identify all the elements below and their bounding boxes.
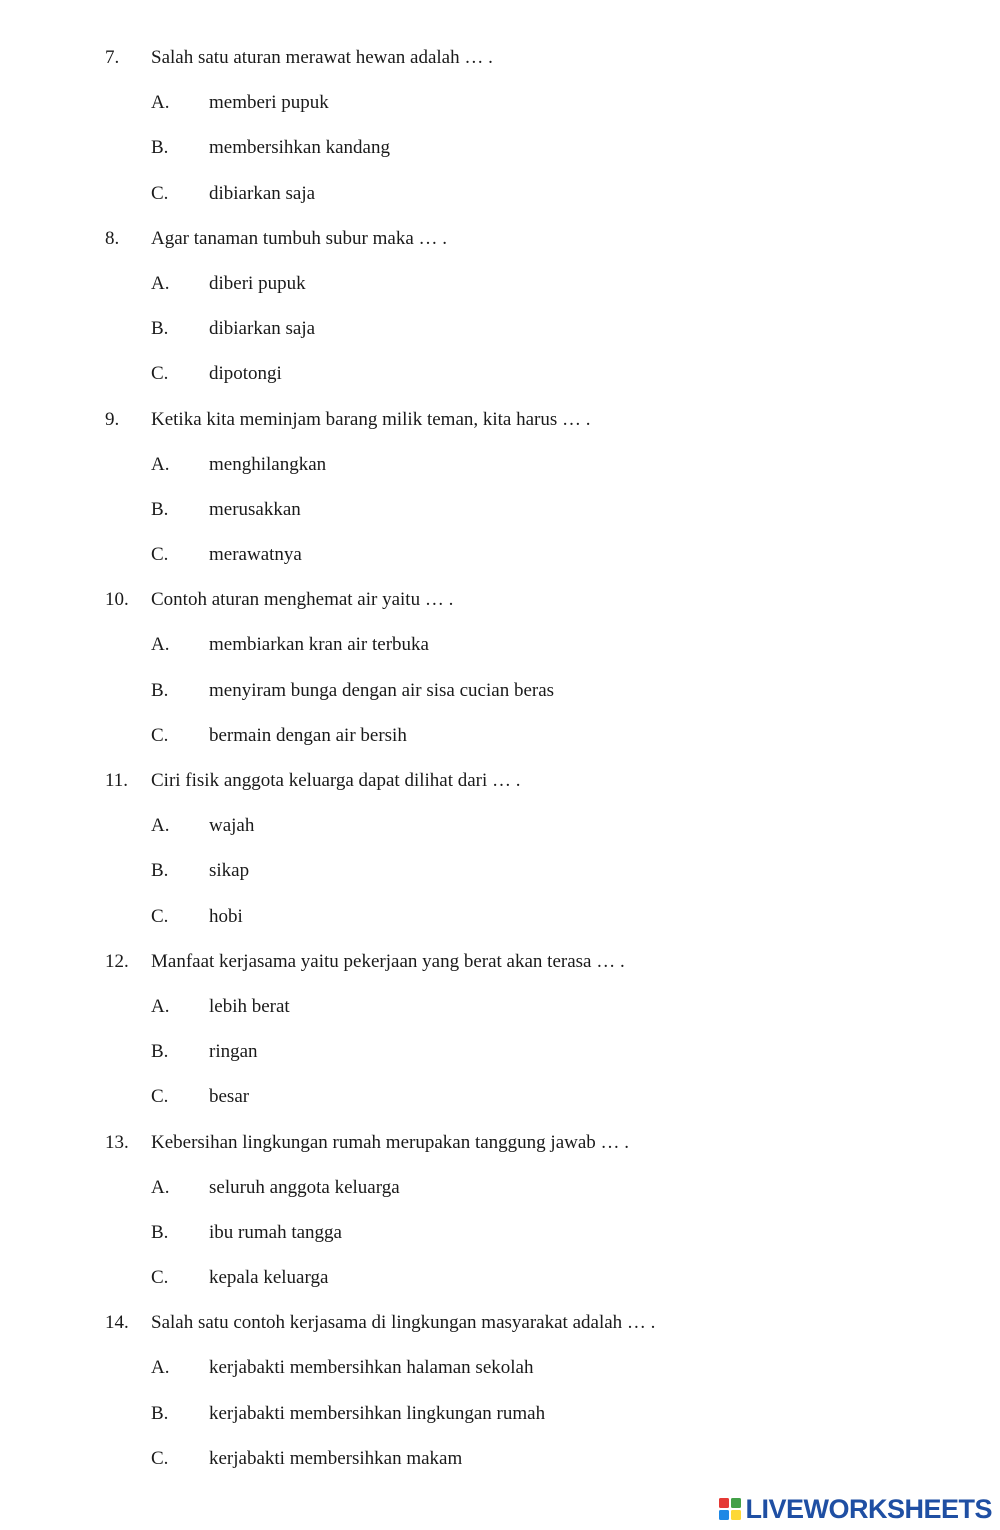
question-11 — [0, 763, 1000, 944]
option-text: menghilangkan — [209, 453, 327, 475]
question-number: 7. — [105, 47, 120, 68]
option-letter: C. — [151, 1267, 169, 1289]
question-number: 13. — [105, 1131, 129, 1153]
question-12 — [0, 944, 1000, 1125]
option-letter: B. — [151, 137, 169, 159]
option-letter: A. — [151, 995, 170, 1017]
option-text: lebih berat — [209, 995, 290, 1017]
option-a[interactable] — [0, 1170, 1000, 1215]
option-c[interactable] — [0, 1260, 1000, 1305]
question-7 — [0, 40, 1000, 221]
question-number: 14. — [105, 1312, 129, 1334]
option-a[interactable] — [0, 447, 1000, 492]
option-text: kepala keluarga — [209, 1267, 329, 1289]
question-line — [0, 582, 1000, 627]
option-letter: B. — [151, 498, 169, 520]
option-letter: B. — [151, 679, 169, 701]
question-14 — [0, 1305, 1000, 1486]
option-c[interactable] — [0, 356, 1000, 401]
option-text: wajah — [209, 815, 255, 837]
question-9 — [0, 402, 1000, 583]
option-text: membiarkan kran air terbuka — [209, 634, 429, 656]
option-letter: C. — [151, 1447, 169, 1469]
option-text: ringan — [209, 1041, 258, 1063]
option-c[interactable] — [0, 1441, 1000, 1486]
option-c[interactable] — [0, 537, 1000, 582]
option-letter: A. — [151, 272, 170, 294]
option-letter: A. — [151, 634, 170, 656]
option-letter: C. — [151, 905, 169, 927]
option-letter: B. — [151, 1402, 169, 1424]
question-number: 10. — [105, 589, 129, 611]
question-text: Ciri fisik anggota keluarga dapat dilihat dari … . — [151, 770, 521, 791]
option-b[interactable] — [0, 1396, 1000, 1441]
question-line — [0, 221, 1000, 266]
option-c[interactable] — [0, 1079, 1000, 1124]
option-letter: C. — [151, 363, 169, 385]
option-text: dibiarkan saja — [209, 182, 316, 204]
option-c[interactable] — [0, 718, 1000, 763]
option-b[interactable] — [0, 492, 1000, 537]
option-text: besar — [209, 1086, 250, 1108]
option-letter: A. — [151, 1357, 170, 1379]
option-b[interactable] — [0, 1034, 1000, 1079]
option-b[interactable] — [0, 130, 1000, 175]
option-text: dipotongi — [209, 363, 282, 385]
option-letter: A. — [151, 815, 170, 837]
option-text: ibu rumah tangga — [209, 1221, 342, 1243]
option-letter: C. — [151, 724, 169, 746]
option-text: hobi — [209, 905, 243, 927]
question-number: 8. — [105, 227, 120, 249]
option-text: sikap — [209, 860, 250, 882]
option-text: merusakkan — [209, 498, 301, 520]
option-text: merawatnya — [209, 544, 302, 566]
question-line — [0, 1305, 1000, 1350]
question-text: Contoh aturan menghemat air yaitu … . — [151, 589, 454, 611]
option-b[interactable] — [0, 853, 1000, 898]
option-text: kerjabakti membersihkan lingkungan rumah — [209, 1402, 546, 1424]
question-text: Kebersihan lingkungan rumah merupakan tanggung jawab … . — [151, 1131, 630, 1153]
option-letter: A. — [151, 1176, 170, 1198]
option-a[interactable] — [0, 808, 1000, 853]
question-number: 11. — [105, 770, 129, 791]
option-text: memberi pupuk — [209, 92, 329, 114]
option-text: seluruh anggota keluarga — [209, 1176, 400, 1198]
question-text: Ketika kita meminjam barang milik teman, kita harus … . — [151, 408, 591, 430]
option-text: diberi pupuk — [209, 272, 306, 294]
option-text: bermain dengan air bersih — [209, 724, 407, 746]
question-13 — [0, 1125, 1000, 1306]
option-c[interactable] — [0, 176, 1000, 221]
option-letter: B. — [151, 1221, 169, 1243]
option-letter: A. — [151, 92, 170, 114]
question-number: 12. — [105, 950, 129, 972]
question-text: Manfaat kerjasama yaitu pekerjaan yang berat akan terasa … . — [151, 950, 625, 972]
option-b[interactable] — [0, 673, 1000, 718]
option-c[interactable] — [0, 899, 1000, 944]
question-text: Agar tanaman tumbuh subur maka … . — [151, 227, 448, 249]
question-text: Salah satu contoh kerjasama di lingkungan masyarakat adalah … . — [151, 1312, 656, 1334]
option-letter: C. — [151, 544, 169, 566]
option-letter: B. — [151, 860, 169, 882]
option-letter: B. — [151, 318, 169, 340]
option-a[interactable] — [0, 1350, 1000, 1395]
question-line — [0, 40, 1000, 85]
option-letter: C. — [151, 1086, 169, 1108]
option-letter: C. — [151, 182, 169, 204]
brand-text: LIVEWORKSHEETS — [745, 1493, 992, 1524]
question-line — [0, 1125, 1000, 1170]
question-line — [0, 944, 1000, 989]
option-a[interactable] — [0, 627, 1000, 672]
option-letter: A. — [151, 453, 170, 475]
question-number: 9. — [105, 408, 120, 430]
question-8 — [0, 221, 1000, 402]
question-line — [0, 763, 1000, 808]
option-b[interactable] — [0, 311, 1000, 356]
option-text: dibiarkan saja — [209, 318, 316, 340]
option-text: kerjabakti membersihkan halaman sekolah — [209, 1357, 534, 1379]
question-list — [0, 40, 1000, 1486]
question-text: Salah satu aturan merawat hewan adalah … . — [151, 47, 493, 68]
option-a[interactable] — [0, 266, 1000, 311]
option-letter: B. — [151, 1041, 169, 1063]
question-10 — [0, 582, 1000, 763]
liveworksheets-logo-icon — [719, 1498, 741, 1520]
option-a[interactable] — [0, 85, 1000, 130]
option-text: membersihkan kandang — [209, 137, 390, 159]
liveworksheets-brand[interactable] — [719, 1494, 992, 1524]
option-text: kerjabakti membersihkan makam — [209, 1447, 463, 1469]
option-a[interactable] — [0, 989, 1000, 1034]
option-text: menyiram bunga dengan air sisa cucian beras — [209, 679, 555, 701]
question-line — [0, 402, 1000, 447]
option-b[interactable] — [0, 1215, 1000, 1260]
